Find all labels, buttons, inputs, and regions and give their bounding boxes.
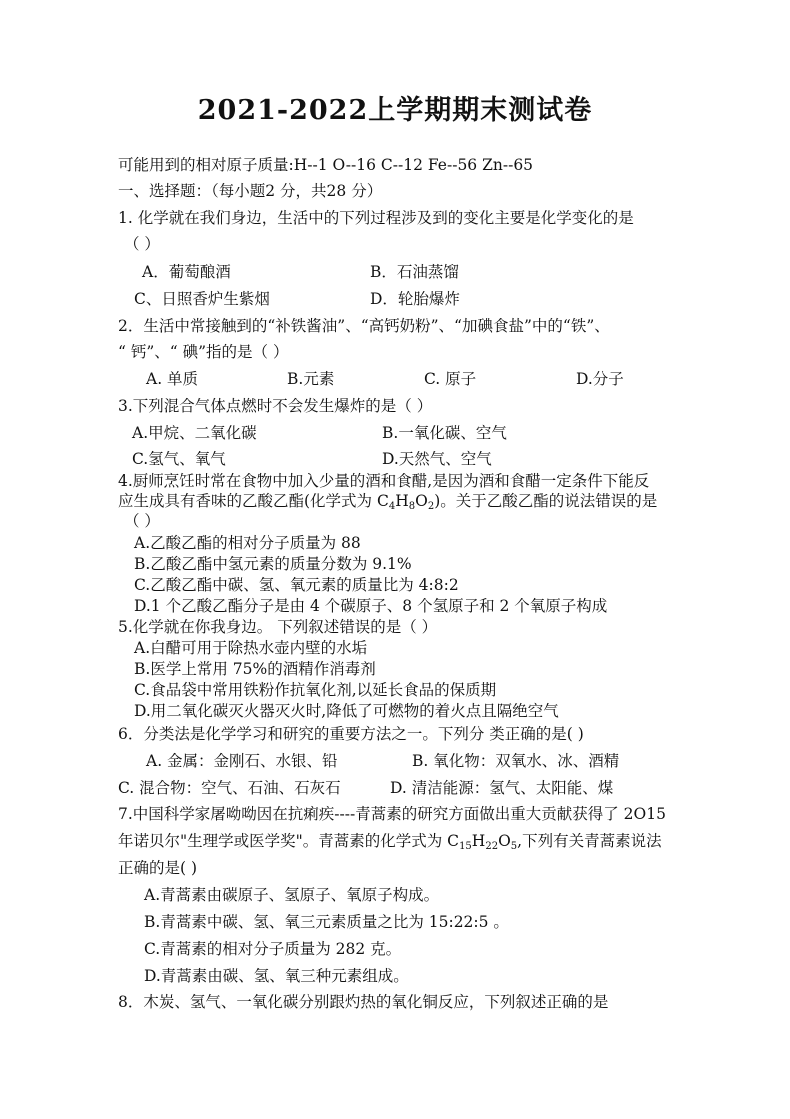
- q1-option-a: A．葡萄酿酒: [142, 263, 231, 281]
- q4-formula-sub-o: 2: [427, 501, 435, 512]
- q1-option-b: B．石油蒸馏: [370, 263, 459, 281]
- q4-option-a: A.乙酸乙酯的相对分子质量为 88: [134, 534, 361, 552]
- q4-option-c: C.乙酸乙酯中碳、氢、氧元素的质量比为 4:8:2: [134, 576, 459, 594]
- q5-option-a: A.白醋可用于除热水壶内壁的水垢: [134, 639, 368, 657]
- q2-stem: 2．生活中常接触到的“补铁酱油”、“高钙奶粉”、“加碘食盐”中的“铁”、: [118, 317, 610, 335]
- q2-option-a: A. 单质: [146, 370, 199, 388]
- q4-stem-formula-line: [118, 491, 657, 517]
- q8-stem: 8．木炭、氢气、一氧化碳分别跟灼热的氧化铜反应，下列叙述正确的是: [118, 993, 609, 1011]
- q6-option-a: A. 金属：金刚石、水银、铅: [146, 752, 338, 770]
- q1-stem: 1. 化学就在我们身边，生活中的下列过程涉及到的变化主要是化学变化的是: [118, 209, 634, 227]
- q3-option-d: D.天然气、空气: [382, 450, 492, 468]
- q4-option-d: D.1 个乙酸乙酯分子是由 4 个碳原子、8 个氢原子和 2 个氧原子构成: [134, 597, 608, 615]
- q3-option-b: B.一氧化碳、空气: [382, 424, 507, 442]
- q7-stem-post: ,下列有关青蒿素说法: [517, 832, 662, 850]
- q6-option-b: B. 氧化物：双氧水、冰、酒精: [412, 752, 620, 770]
- q7-stem-cont: 正确的是( ): [118, 859, 198, 877]
- atomic-masses-line: 可能用到的相对原子质量:H--1 O--16 C--12 Fe--56 Zn--65: [118, 156, 534, 174]
- q7-formula-sub-h: 22: [485, 841, 499, 852]
- q6-stem: 6．分类法是化学学习和研究的重要方法之一。下列分 类正确的是( ): [118, 725, 584, 743]
- q7-stem-formula-line: [118, 831, 662, 857]
- q1-stem-bracket: （ ）: [124, 235, 160, 253]
- page-title: 2021-2022上学期期末测试卷: [197, 95, 593, 126]
- q3-option-c: C.氢气、氧气: [132, 450, 226, 468]
- q4-stem-pre: 应生成具有香味的乙酸乙酯(化学式为 C: [118, 492, 389, 510]
- q4-option-b: B.乙酸乙酯中氢元素的质量分数为 9.1%: [134, 555, 412, 573]
- q1-option-d: D．轮胎爆炸: [370, 290, 460, 308]
- q2-stem-cont: “ 钙”、“ 碘”指的是（ ）: [118, 343, 289, 361]
- q7-stem-pre: 年诺贝尔"生理学或医学奖"。青蒿素的化学式为 C: [118, 832, 460, 850]
- q1-option-c: C、日照香炉生紫烟: [134, 290, 270, 308]
- q7-option-c: C.青蒿素的相对分子质量为 282 克。: [144, 940, 402, 958]
- q2-option-c: C. 原子: [424, 370, 477, 388]
- q5-option-d: D.用二氧化碳灭火器灭火时,降低了可燃物的着火点且隔绝空气: [134, 702, 559, 720]
- q7-formula-sub-c: 15: [459, 841, 472, 852]
- q7-stem: 7.中国科学家屠呦呦因在抗痢疾----青蒿素的研究方面做出重大贡献获得了 2O15: [118, 805, 666, 823]
- section-heading: 一、选择题：（每小题2 分，共28 分）: [118, 182, 383, 200]
- q4-formula-o: O: [415, 492, 428, 510]
- q6-option-d: D. 清洁能源：氢气、太阳能、煤: [390, 779, 614, 797]
- q3-stem: 3.下列混合气体点燃时不会发生爆炸的是（ ）: [118, 397, 433, 415]
- q6-option-c: C. 混合物：空气、石油、石灰石: [118, 779, 341, 797]
- q7-option-d: D.青蒿素由碳、氢、氧三种元素组成。: [144, 967, 409, 985]
- q5-option-c: C.食品袋中常用铁粉作抗氧化剂,以延长食品的保质期: [134, 681, 497, 699]
- q4-stem: 4.厨师烹饪时常在食物中加入少量的酒和食醋,是因为酒和食醋一定条件下能反: [118, 472, 650, 490]
- q4-formula-h: H: [395, 492, 409, 510]
- q5-option-b: B.医学上常用 75%的酒精作消毒剂: [134, 660, 376, 678]
- q7-option-b: B.青蒿素中碳、氢、氧三元素质量之比为 15:22:5 。: [144, 913, 509, 931]
- q4-stem-post: )。关于乙酸乙酯的说法错误的是: [434, 492, 658, 510]
- q2-option-b: B.元素: [287, 370, 335, 388]
- q2-option-d: D.分子: [576, 370, 624, 388]
- q7-formula-h: H: [471, 832, 486, 850]
- q5-stem: 5.化学就在你我身边。 下列叙述错误的是（ ）: [118, 618, 438, 636]
- q4-stem-bracket: （ ）: [124, 512, 160, 530]
- q4-formula-sub-h: 8: [408, 501, 416, 512]
- q7-formula-o: O: [498, 832, 511, 850]
- q4-formula-sub-c: 4: [388, 501, 396, 512]
- q7-option-a: A.青蒿素由碳原子、氢原子、氧原子构成。: [144, 886, 440, 904]
- q3-option-a: A.甲烷、二氧化碳: [132, 424, 257, 442]
- q7-formula-sub-o: 5: [510, 841, 518, 852]
